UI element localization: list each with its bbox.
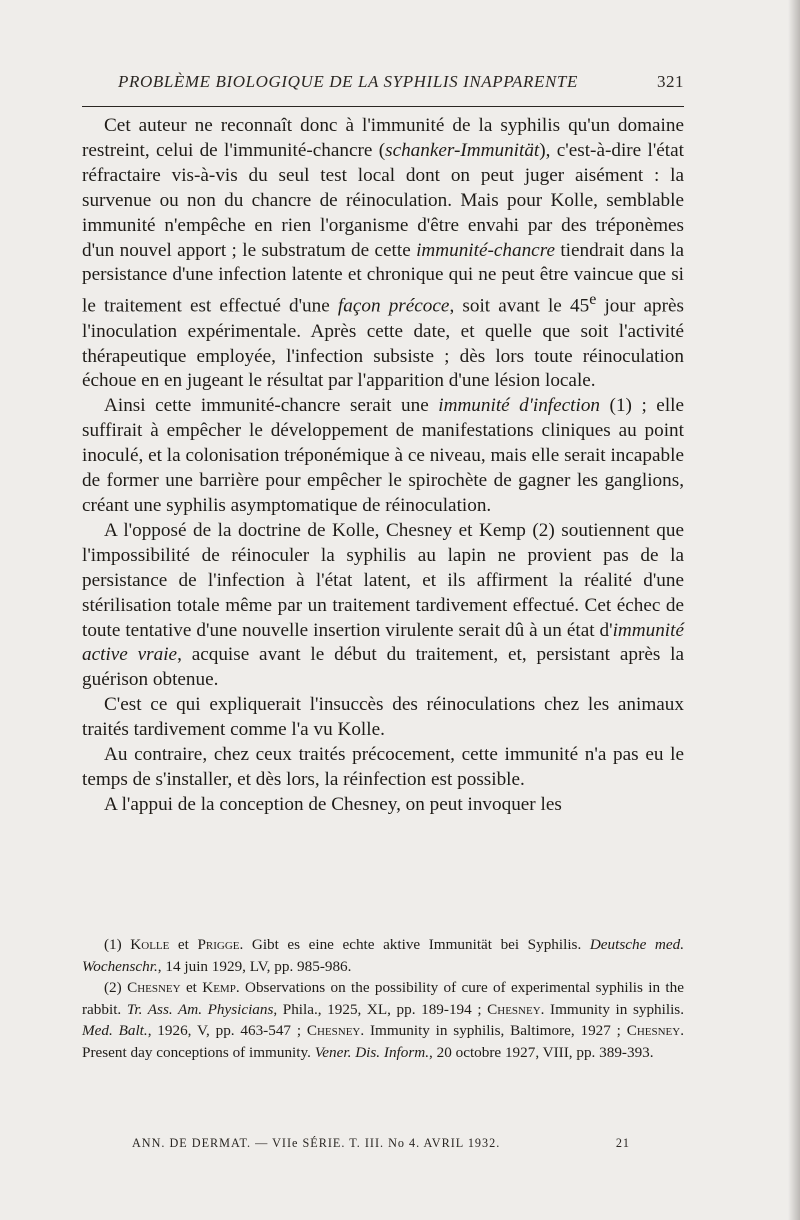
author-name: Chesney (626, 1022, 681, 1039)
author-name: Chesney (487, 1000, 541, 1018)
text-run: (1) (104, 936, 131, 953)
text-run: , 14 juin 1929, LV, pp. 985-986. (157, 957, 352, 975)
paragraph (82, 793, 684, 818)
italic-text: Vener. Dis. Inform. (314, 1043, 430, 1061)
text-run: , 20 octobre 1927, VIII, pp. 389-393. (429, 1043, 654, 1061)
document-page (82, 66, 685, 1150)
text-run: et (180, 979, 203, 996)
author-name: Chesney (306, 1022, 361, 1039)
superscript: e (589, 291, 597, 309)
text-run: Cet auteur ne reconnaît donc à l'immunité de la syphilis qu'un domaine restreint, celui de l'immunité-chancre ( (82, 115, 684, 161)
italic-text: immunité-chancre (416, 239, 555, 261)
text-run: tiendrait dans la persistance d'une infection latente et chronique qui ne peut être vaincue que si le traitement est effectué d'une (82, 239, 685, 317)
paragraph (82, 394, 684, 519)
italic-text: schanker-Immunität (385, 139, 540, 161)
italic-text: immunité active vraie (82, 619, 684, 666)
text-run: , 1926, V, pp. 463-547 ; (147, 1022, 307, 1039)
body-text (82, 114, 684, 818)
text-run: (2) (104, 979, 128, 996)
italic-text: Med. Balt. (82, 1022, 148, 1039)
running-header (82, 66, 684, 98)
page-number: 321 (657, 72, 684, 91)
italic-text: immunité d'infection (438, 395, 601, 417)
text-run: . Immunity in syphilis, Baltimore, 1927 ; (360, 1022, 627, 1039)
text-run: (1) ; elle suffirait à empêcher le développement de manifestations cliniques au point inoculé, et la colonisation tréponémique à ce niveau, mais elle serait incapable de former une barrière pour empêcher le spirochète de gagner les ganglions, créant une syphilis asymptomatique de réinoculation. (82, 395, 685, 516)
italic-text: Deutsche med. Wochenschr. (82, 936, 684, 975)
paragraph (82, 743, 684, 793)
text-run: , Phila., 1925, XL, pp. 189-194 ; (273, 1000, 488, 1018)
text-run: et (169, 936, 198, 953)
text-run: , acquise avant le début du traitement, et, persistant après la guérison obtenue. (82, 644, 684, 691)
text-run: jour après l'inoculation expérimentale. Après cette date, et quelle que soit l'activité thérapeutique employée, l'infection subsiste ; dès lors toute réinoculation échoue en en jugeant le résultat par l'apparition d'une lésion locale. (82, 295, 685, 392)
text-run: C'est ce qui expliquerait l'insuccès des réinoculations chez les animaux traités tardivement comme l'a vu Kolle. (82, 694, 684, 741)
author-name: Kemp (202, 979, 236, 996)
text-run: Ainsi cette immunité-chancre serait une (104, 395, 439, 417)
page-edge-shadow (788, 0, 800, 1220)
italic-text: façon précoce (337, 295, 450, 317)
journal-signature: ANN. DE DERMAT. — VIIe SÉRIE. T. III. No 4. AVRIL 1932. (132, 1136, 501, 1150)
text-run: . Gibt es eine echte aktive Immunität bei Syphilis. (239, 936, 590, 953)
running-title: PROBLÈME BIOLOGIQUE DE LA SYPHILIS INAPPARENTE (118, 72, 578, 91)
footnote (82, 934, 684, 977)
text-run: . Observations on the possibility of cure of experimental syphilis in the rabbit. (82, 979, 684, 1018)
header-rule (82, 106, 684, 107)
page-footer (82, 1136, 684, 1156)
italic-text: Tr. Ass. Am. Physicians (126, 1000, 274, 1018)
author-name: Kolle (130, 936, 170, 953)
text-run: Au contraire, chez ceux traités précocement, cette immunité n'a pas eu le temps de s'installer, et dès lors, la réinfection est possible. (82, 744, 684, 790)
text-run: , soit avant le 45 (449, 295, 590, 317)
author-name: Chesney (127, 979, 181, 996)
sheet-number: 21 (615, 1136, 630, 1150)
text-run: A l'opposé de la doctrine de Kolle, Chesney et Kemp (2) soutiennent que l'impossibilité de réinoculer la syphilis au lapin ne provient pas de la persistance de l'infection à l'état latent, et ils affirment la réalité d'une stérilisation totale même par un traitement tardivement effectué. Cet échec de toute tentative d'une nouvelle insertion virulente serait dû à un état d' (82, 519, 684, 641)
footnotes (82, 934, 684, 1063)
text-run: . Present day conceptions of immunity. (82, 1022, 685, 1061)
author-name: Prigge (197, 936, 240, 953)
text-run: ), c'est-à-dire l'état réfractaire vis-à-vis du seul test local dont on peut juger aisément : la survenue ou non du chancre de réinoculation. Mais pour Kolle, semblable immunité n'empêche en rien l'organisme d'être envahi par des tréponèmes d'un nouvel apport ; le substratum de cette (82, 139, 684, 261)
paragraph (82, 693, 684, 743)
text-run: A l'appui de la conception de Chesney, on peut invoquer les (104, 793, 562, 815)
text-run: . Immunity in syphilis. (540, 1000, 684, 1018)
footnote (82, 977, 684, 1063)
paragraph (82, 519, 684, 693)
paragraph (82, 114, 684, 394)
